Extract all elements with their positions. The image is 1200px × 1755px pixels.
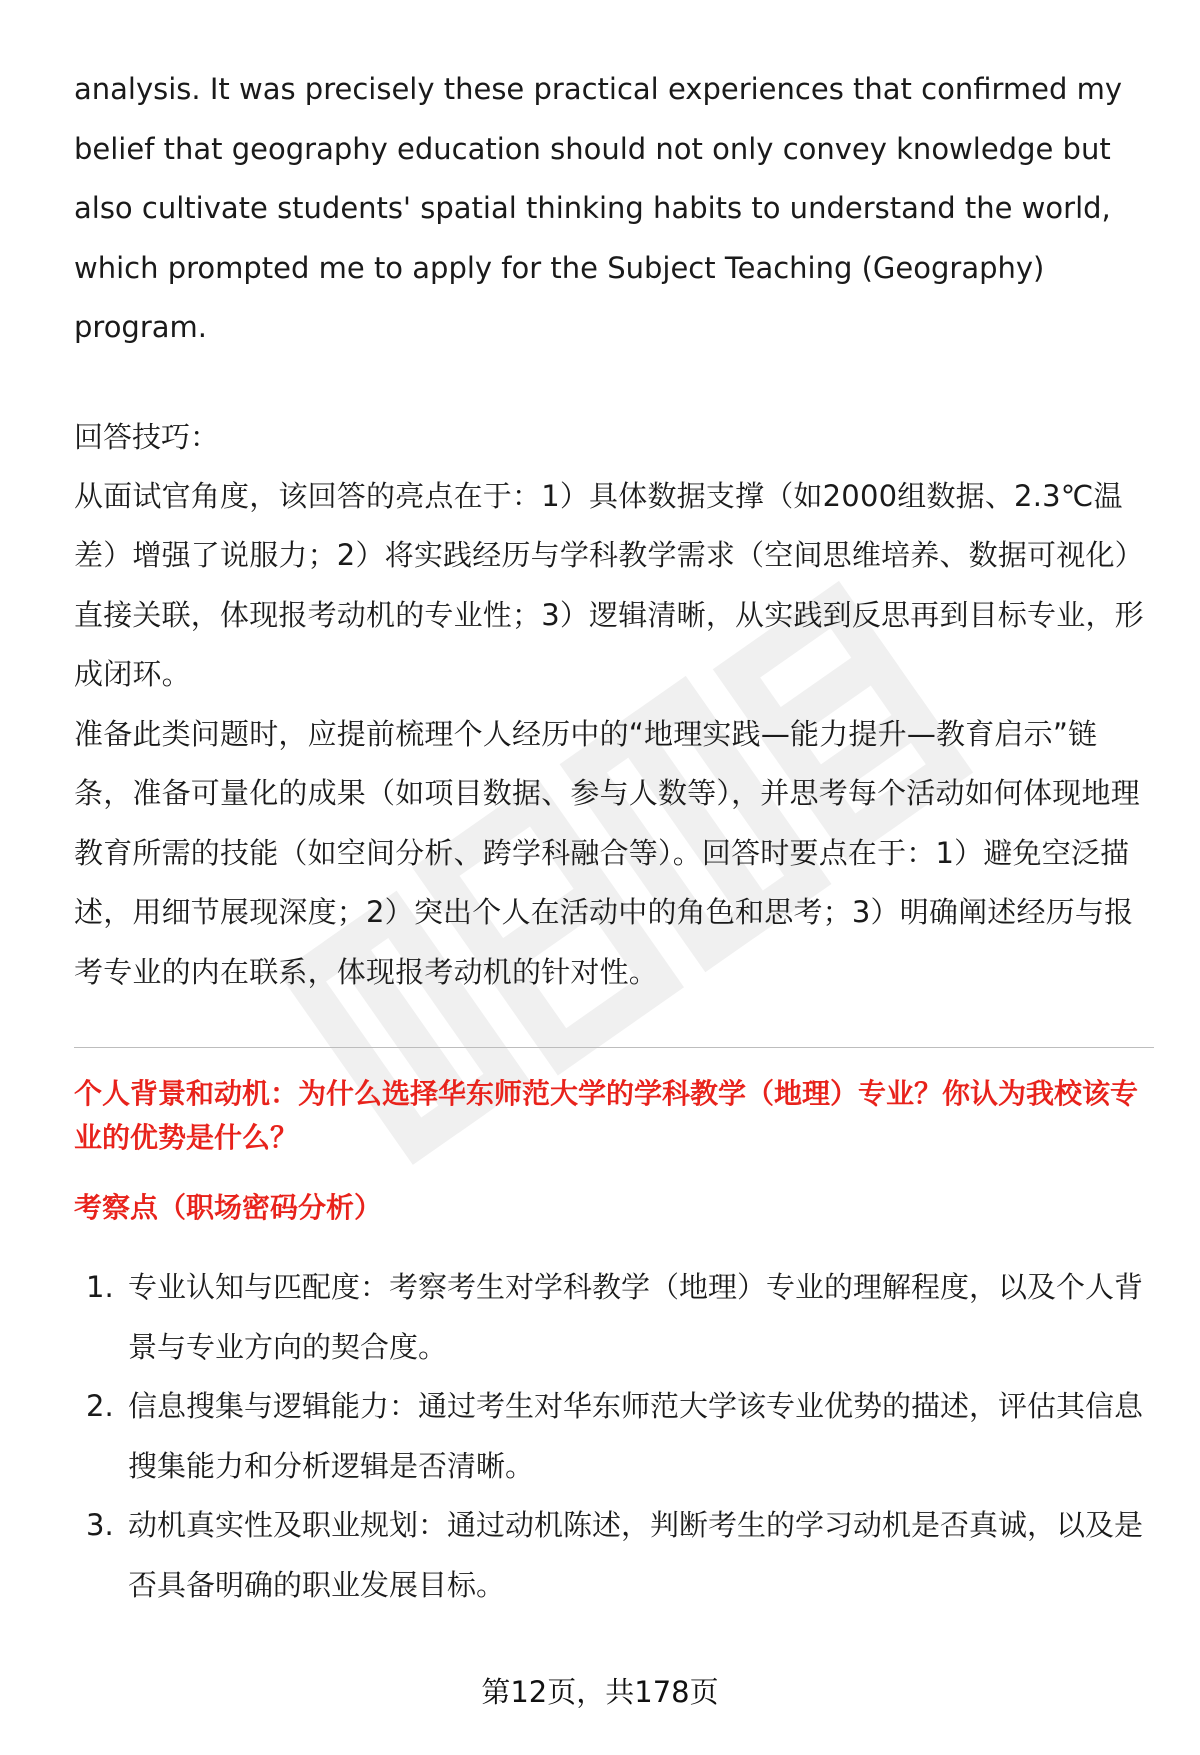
list-item <box>74 1496 1154 1615</box>
page-number: 第12页，共178页 <box>481 1675 719 1709</box>
intro-paragraph: analysis. It was precisely these practical experiences that confirmed my belief that geography education should not only convey knowledge but also cultivate students' spatial thinking habits to understand the world, which prompted me to apply for the Subject Teaching (Geography) program. <box>74 72 1123 344</box>
tips-label: 回答技巧： <box>74 419 220 454</box>
list-item-text: 专业认知与匹配度：考察考生对学科教学（地理）专业的理解程度，以及个人背景与专业方向的契合度。 <box>128 1270 1144 1364</box>
list-item-number: 3. <box>86 1508 114 1542</box>
list-item-text: 动机真实性及职业规划：通过动机陈述，判断考生的学习动机是否真诚，以及是否具备明确的职业发展目标。 <box>128 1508 1144 1602</box>
assessment-heading: 考察点（职场密码分析） <box>74 1191 383 1224</box>
assessment-list <box>74 1258 1154 1615</box>
list-item-number: 1. <box>86 1270 114 1304</box>
question-heading: 个人背景和动机：为什么选择华东师范大学的学科教学（地理）专业？你认为我校该专业的优势是什么？ <box>74 1077 1139 1154</box>
list-item-number: 2. <box>86 1389 114 1423</box>
tips-paragraph-2: 准备此类问题时，应提前梳理个人经历中的“地理实践—能力提升—教育启示”链条，准备可量化的成果（如项目数据、参与人数等），并思考每个活动如何体现地理教育所需的技能（如空间分析、跨学科融合等）。回答时要点在于：1）避免空泛描述，用细节展现深度；2）突出个人在活动中的角色和思考；3）明确阐述经历与报考专业的内在联系，体现报考动机的针对性。 <box>74 716 1140 989</box>
list-item-text: 信息搜集与逻辑能力：通过考生对华东师范大学该专业优势的描述，评估其信息搜集能力和分析逻辑是否清晰。 <box>128 1389 1144 1483</box>
page-content <box>74 60 1154 1615</box>
list-item <box>74 1377 1154 1496</box>
section-divider <box>74 1047 1154 1048</box>
list-item <box>74 1258 1154 1377</box>
tips-paragraph-1: 从面试官角度，该回答的亮点在于：1）具体数据支撑（如2000组数据、2.3℃温差）增强了说服力；2）将实践经历与学科教学需求（空间思维培养、数据可视化）直接关联，体现报考动机的专业性；3）逻辑清晰，从实践到反思再到目标专业，形成闭环。 <box>74 478 1144 691</box>
